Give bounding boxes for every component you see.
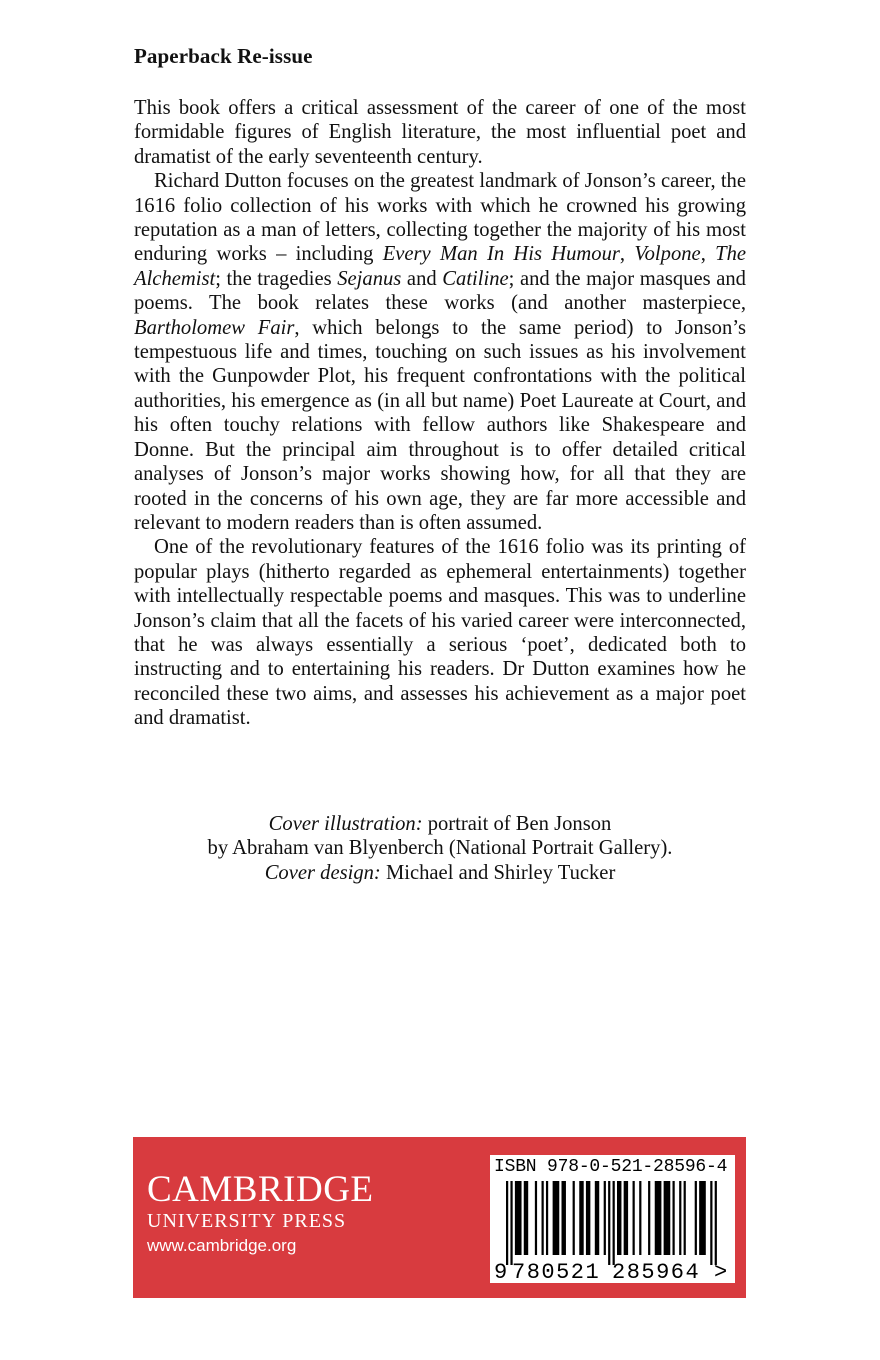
barcode-bar	[542, 1181, 544, 1255]
barcode-bar	[679, 1181, 681, 1255]
barcode-bar	[604, 1181, 606, 1255]
barcode-bar	[613, 1181, 615, 1265]
text-run: Richard Dutton focuses on the greatest landmark of Jonson’s career, the 1616 folio collection of his works with which he crowned his growing reputation as a man of letters, collecting together the majority of his most enduring works – including	[134, 170, 746, 266]
barcode-left-digits: 780521	[512, 1260, 601, 1283]
barcode-bars	[506, 1181, 717, 1265]
text-run: , which belongs to the same period) to Jonson’s tempestuous life and times, touching on such issues as his involvement with the Gunpowder Plot, his frequent confrontations with the political authorities, his emergence as (in all but name) Poet Laureate at Court, and his often touchy relations with fellow authors like Shakespeare and Donne. But the principal aim throughout is to offer detailed critical analyses of Jonson’s major works showing how, for all that they are rooted in the concerns of his own age, they are far more accessible and relevant to modern readers than is often assumed.	[134, 316, 746, 534]
text-run: This book offers a critical assessment of the career of one of the most formidable figures of English literature, the most influential poet and dramatist of the early seventeenth century.	[134, 97, 746, 168]
barcode-panel	[490, 1155, 735, 1283]
barcode-bar	[562, 1181, 566, 1255]
illustration-credit	[134, 812, 746, 836]
barcode-bar	[624, 1181, 628, 1255]
blurb-text	[134, 96, 746, 731]
text-run: ; the tragedies	[215, 267, 338, 290]
barcode-bar	[535, 1181, 537, 1255]
design-credit-label: Cover design:	[264, 861, 381, 884]
barcode-bar	[579, 1181, 583, 1255]
blurb-paragraph-2	[134, 169, 746, 535]
barcode-bar	[639, 1181, 641, 1255]
italic-title: Catiline	[442, 267, 509, 290]
cover-credits	[134, 812, 746, 885]
barcode-bar	[664, 1181, 671, 1255]
publisher-name: CAMBRIDGE	[147, 1169, 374, 1210]
barcode-first-digit: 9	[494, 1260, 508, 1283]
text-run: ,	[700, 243, 716, 266]
italic-title: Volpone	[634, 243, 701, 266]
section-heading: Paperback Re-issue	[134, 44, 313, 68]
italic-title: Sejanus	[337, 267, 402, 290]
illustration-credit-line-2: by Abraham van Blyenberch (National Portrait Gallery).	[207, 837, 673, 860]
design-credit	[134, 861, 746, 885]
italic-title: The Alchemist	[134, 243, 747, 290]
text-run: and	[401, 267, 443, 290]
barcode-bar	[595, 1181, 599, 1255]
barcode-bar	[710, 1181, 712, 1265]
publisher-url: www.cambridge.org	[147, 1236, 297, 1255]
barcode-bar	[506, 1181, 508, 1265]
barcode-bar	[684, 1181, 686, 1255]
barcode-bar	[617, 1181, 621, 1255]
isbn-label: ISBN 978-0-521-28596-4	[494, 1157, 728, 1177]
barcode-bar	[695, 1181, 697, 1255]
illustration-credit-label: Cover illustration:	[268, 813, 423, 835]
barcode-bar	[553, 1181, 560, 1255]
barcode-bar	[586, 1181, 590, 1255]
barcode-bar	[608, 1181, 610, 1265]
barcode-bar	[510, 1181, 512, 1265]
barcode-right-digits: 285964	[612, 1260, 701, 1283]
barcode-bar	[515, 1181, 522, 1255]
barcode-arrow: >	[714, 1260, 728, 1283]
barcode-bar	[633, 1181, 635, 1255]
italic-title: Bartholomew Fair	[134, 316, 295, 339]
text-run: ,	[619, 243, 635, 266]
barcode-bar	[546, 1181, 548, 1255]
text-run: One of the revolutionary features of the 1616 folio was its printing of popular plays (hitherto regarded as ephemeral entertainments) together with intellectually respectable poems and masques. This was to underline Jonson’s claim that all the facets of his varied career were interconnected, that he was always essentially a serious ‘poet’, dedicated both to instructing and to entertaining his readers. Dr Dutton examines how he reconciled these two aims, and assesses his achievement as a major poet and dramatist.	[134, 536, 746, 730]
publisher-logo	[147, 1171, 374, 1258]
publisher-subname: UNIVERSITY PRESS	[147, 1210, 347, 1232]
italic-title: Every Man In His Humour	[382, 243, 620, 266]
barcode-bar	[673, 1181, 675, 1255]
barcode-bar	[648, 1181, 650, 1255]
barcode-graphic	[490, 1155, 735, 1283]
barcode-bar	[524, 1181, 528, 1255]
blurb-paragraph-3	[134, 535, 746, 730]
design-credit-text: Michael and Shirley Tucker	[380, 861, 616, 884]
text-run: ; and the major masques and poems. The book relates these works (and another masterpiece,	[134, 267, 746, 315]
illustration-credit-text: portrait of Ben Jonson	[422, 813, 612, 835]
blurb-paragraph-1	[134, 96, 746, 169]
publisher-banner	[133, 1137, 746, 1298]
barcode-bar	[573, 1181, 575, 1255]
barcode-bar	[655, 1181, 662, 1255]
barcode-bar	[715, 1181, 717, 1265]
barcode-bar	[699, 1181, 706, 1255]
